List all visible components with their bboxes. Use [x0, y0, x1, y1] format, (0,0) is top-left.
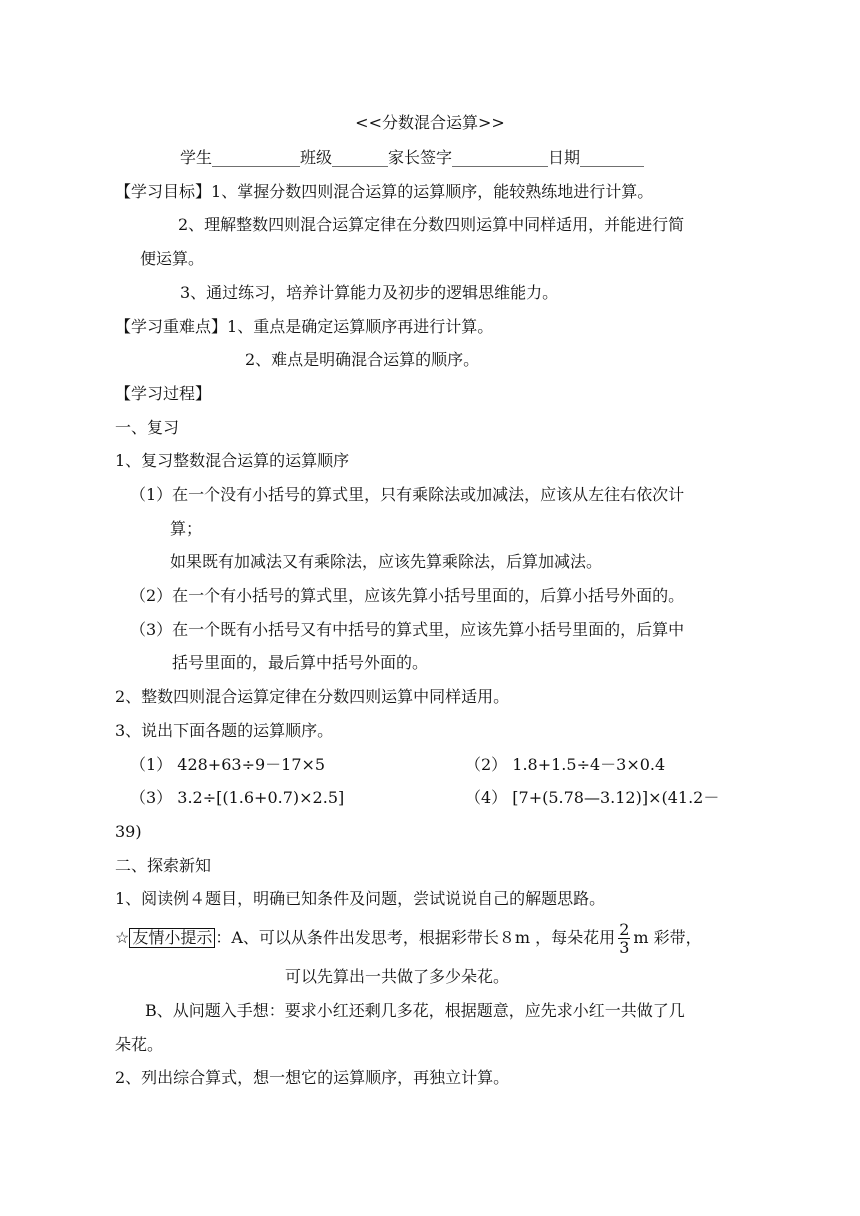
key-point-1-text: 1、重点是确定运算顺序再进行计算。 [227, 317, 494, 336]
rule-1-line-3: 如果既有加减法又有乘除法，应该先算乘除法，后算加减法。 [170, 552, 603, 571]
review-item-3: 3、说出下面各题的运算顺序。 [115, 721, 334, 740]
student-info-line: 学生___________班级_______家长签字____________日期________ [180, 148, 645, 167]
explore-item-2: 2、列出综合算式，想一想它的运算顺序，再独立计算。 [115, 1068, 510, 1087]
key-point-2: 2、难点是明确混合运算的顺序。 [245, 350, 480, 369]
explore-heading: 二、探索新知 [115, 856, 212, 875]
goal-2-line-2: 便运算。 [140, 249, 205, 268]
question-3: （3） 3.2÷[(1.6+0.7)×2.5] [130, 788, 345, 807]
learning-goal-1 [115, 181, 653, 203]
rule-2: （2）在一个有小括号的算式里，应该先算小括号里面的，后算小括号外面的。 [130, 586, 685, 605]
tip-b-line-1: B、从问题入手想：要求小红还剩几多花，根据题意，应先求小红一共做了几 [145, 1001, 685, 1020]
goal-3: 3、通过练习，培养计算能力及初步的逻辑思维能力。 [180, 283, 559, 302]
process-heading: 【学习过程】 [115, 384, 212, 403]
rule-3-line-1: （3）在一个既有小括号又有中括号的算式里，应该先算小括号里面的，后算中 [130, 620, 685, 639]
learning-goals-label: 【学习目标】 [115, 182, 212, 201]
review-item-2: 2、整数四则混合运算定律在分数四则运算中同样适用。 [115, 687, 510, 706]
fraction-denominator: 3 [619, 938, 630, 957]
tip-b-line-2: 朵花。 [115, 1035, 164, 1054]
review-item-1: 1、复习整数混合运算的运算顺序 [115, 451, 350, 470]
goal-1-text: 1、掌握分数四则混合运算的运算顺序，能较熟练地进行计算。 [211, 182, 654, 201]
key-point-1 [115, 316, 493, 338]
page-title: <<分数混合运算>> [355, 113, 505, 132]
goal-2-line-1: 2、理解整数四则混合运算定律在分数四则运算中同样适用，并能进行简 [178, 215, 685, 234]
explore-item-1: 1、阅读例４题目，明确已知条件及问题，尝试说说自己的解题思路。 [115, 889, 606, 908]
tip-line-a [115, 916, 702, 960]
tip-a-continued: 可以先算出一共做了多少朵花。 [285, 967, 510, 986]
question-4: （4） [7+(5.78—3.12)]×(41.2－ [465, 788, 720, 807]
star-icon: ☆ [115, 928, 130, 947]
fraction-numerator: 2 [619, 920, 630, 939]
fraction-two-thirds [618, 921, 630, 956]
rule-3-line-2: 括号里面的，最后算中括号外面的。 [172, 653, 429, 672]
tip-label-box: 友情小提示 [129, 928, 215, 948]
question-1: （1） 428+63÷9－17×5 [130, 755, 326, 774]
tip-a-text-end: m 彩带， [633, 928, 702, 947]
rule-1-line-1: （1）在一个没有小括号的算式里，只有乘除法或加减法，应该从左往右依次计 [130, 485, 685, 504]
question-4-continued: 39) [115, 822, 142, 841]
key-points-label: 【学习重难点】 [115, 317, 228, 336]
tip-a-text: ：A、可以从条件出发思考，根据彩带长８m ，每朵花用 [215, 928, 616, 947]
rule-1-line-2: 算； [170, 519, 203, 538]
review-heading: 一、复习 [115, 418, 180, 437]
question-2: （2） 1.8+1.5÷4－3×0.4 [465, 755, 666, 774]
